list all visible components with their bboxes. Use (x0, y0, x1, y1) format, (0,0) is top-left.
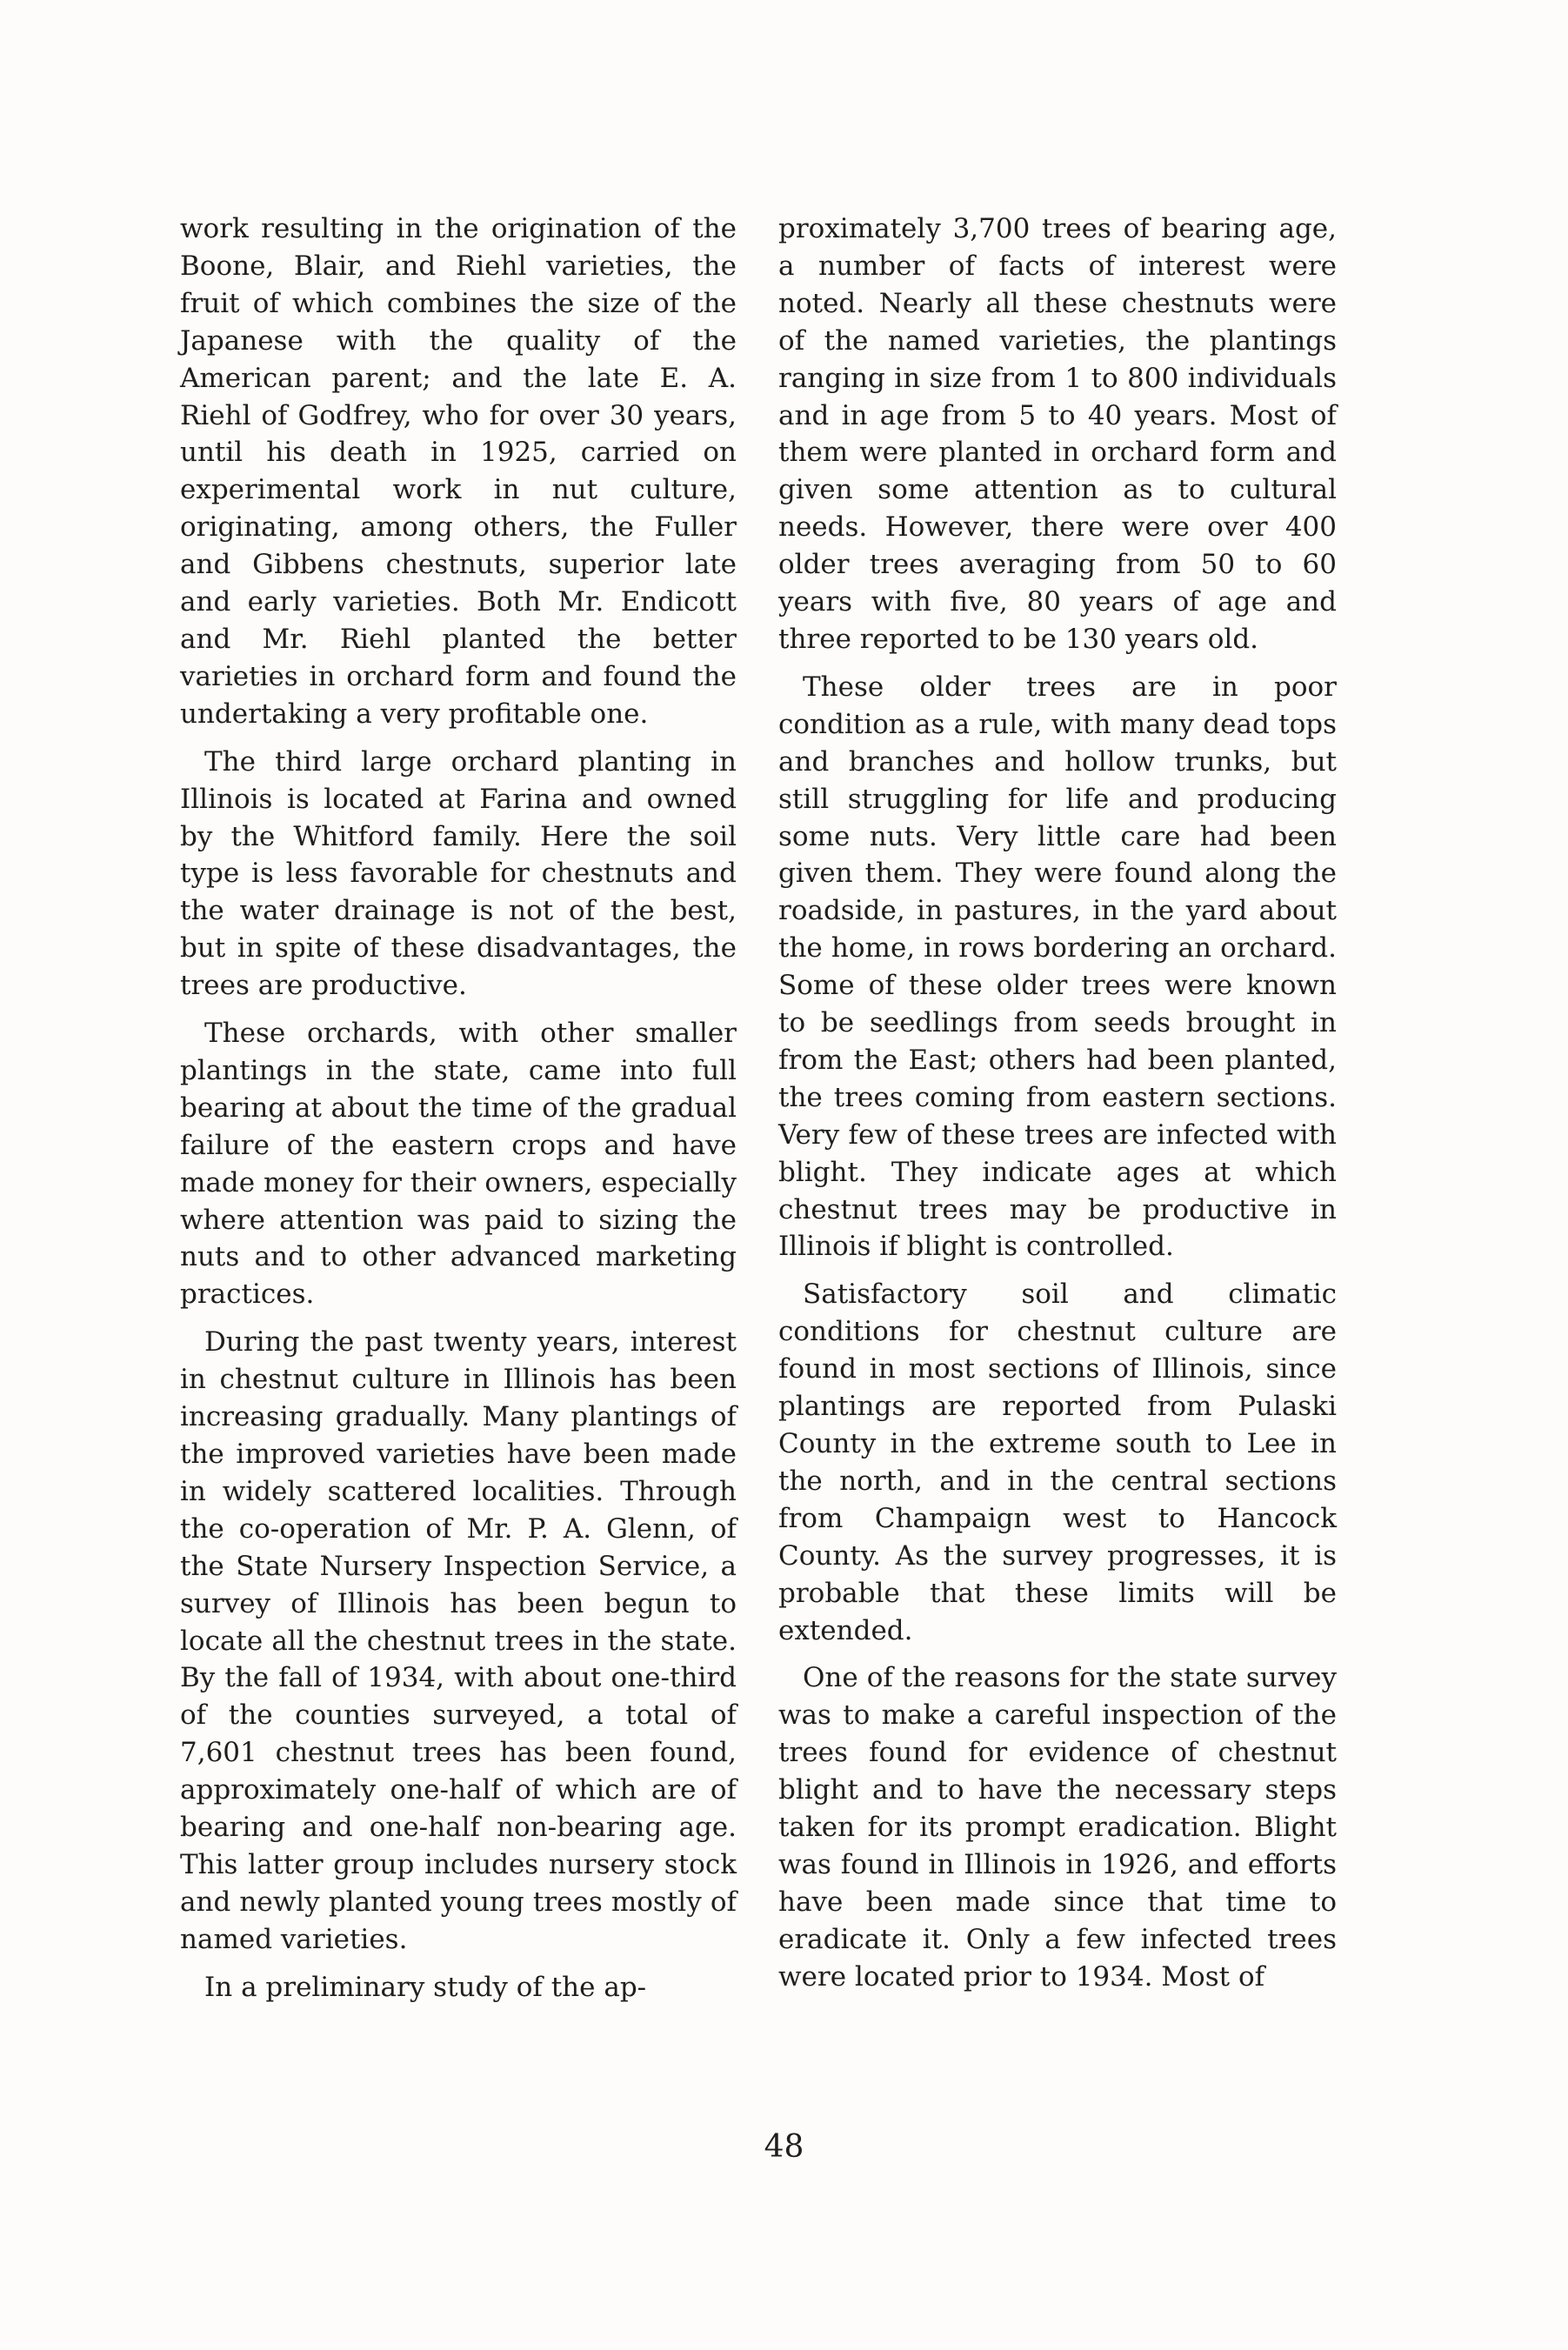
left-text-column (180, 210, 737, 2017)
page-number: 48 (764, 2129, 804, 2165)
paragraph: The third large orchard planting in Illinois is located at Farina and owned by the Whitford family. Here the soil type is less favorable for chestnuts and the water drainage is not of the best, but in spite of these disadvantages, the trees are productive. (180, 745, 737, 1002)
paragraph: Satisfactory soil and climatic conditions for chestnut culture are found in most sections of Illinois, since plantings are reported from Pulaski County in the extreme south to Lee in the north, and in the central sections from Champaign west to Hancock County. As the survey progresses, it is probable that these limits will be extended. (778, 1278, 1337, 1646)
right-text-column (778, 210, 1337, 2006)
paragraph: One of the reasons for the state survey was to make a careful inspection of the trees found for evidence of chestnut blight and to have the necessary steps taken for its prompt eradication. Blight was found in Illinois in 1926, and efforts have been made since that time to eradicate it. Only a few infected trees were located prior to 1934. Most of (778, 1662, 1337, 1993)
paragraph: In a preliminary study of the ap- (204, 1971, 647, 2003)
paragraph: During the past twenty years, interest in chestnut culture in Illinois has been increasing gradually. Many plantings of the improved varieties have been made in widely scattered localities. Through the co-operation of Mr. P. A. Glenn, of the State Nursery Inspection Service, a survey of Illinois has been begun to locate all the chestnut trees in the state. By the fall of 1934, with about one-third of the counties surveyed, a total of 7,601 chestnut trees has been found, approximately one-half of which are of bearing and one-half non-bearing age. This latter group includes nursery stock and newly planted young trees mostly of named varieties. (180, 1326, 737, 1955)
paragraph: proximately 3,700 trees of bearing age, a number of facts of interest were noted. Nearly all these chestnuts were of the named varieties, the plantings ranging in size from 1 to 800 individuals and in age from 5 to 40 years. Most of them were planted in orchard form and given some attention as to cultural needs. However, there were over 400 older trees averaging from 50 to 60 years with five, 80 years of age and three reported to be 130 years old. (778, 213, 1337, 655)
paragraph: These older trees are in poor condition as a rule, with many dead tops and branches and hollow trunks, but still struggling for life and producing some nuts. Very little care had been given them. They were found along the roadside, in pastures, in the yard about the home, in rows bordering an orchard. Some of these older trees were known to be seedlings from seeds brought in from the East; others had been planted, the trees coming from eastern sections. Very few of these trees are infected with blight. They indicate ages at which chestnut trees may be productive in Illinois if blight is controlled. (778, 671, 1337, 1263)
paragraph: work resulting in the origination of the Boone, Blair, and Riehl varieties, the fruit of which combines the size of the Japanese with the quality of the American parent; and the late E. A. Riehl of Godfrey, who for over 30 years, until his death in 1925, carried on experimental work in nut culture, originating, among others, the Fuller and Gibbens chestnuts, superior late and early varieties. Both Mr. Endicott and Mr. Riehl planted the better varieties in orchard form and found the undertaking a very profitable one. (180, 213, 737, 730)
paragraph: These orchards, with other smaller plantings in the state, came into full bearing at about the time of the gradual failure of the eastern crops and have made money for their owners, especially where attention was paid to sizing the nuts and to other advanced marketing practices. (180, 1018, 737, 1311)
